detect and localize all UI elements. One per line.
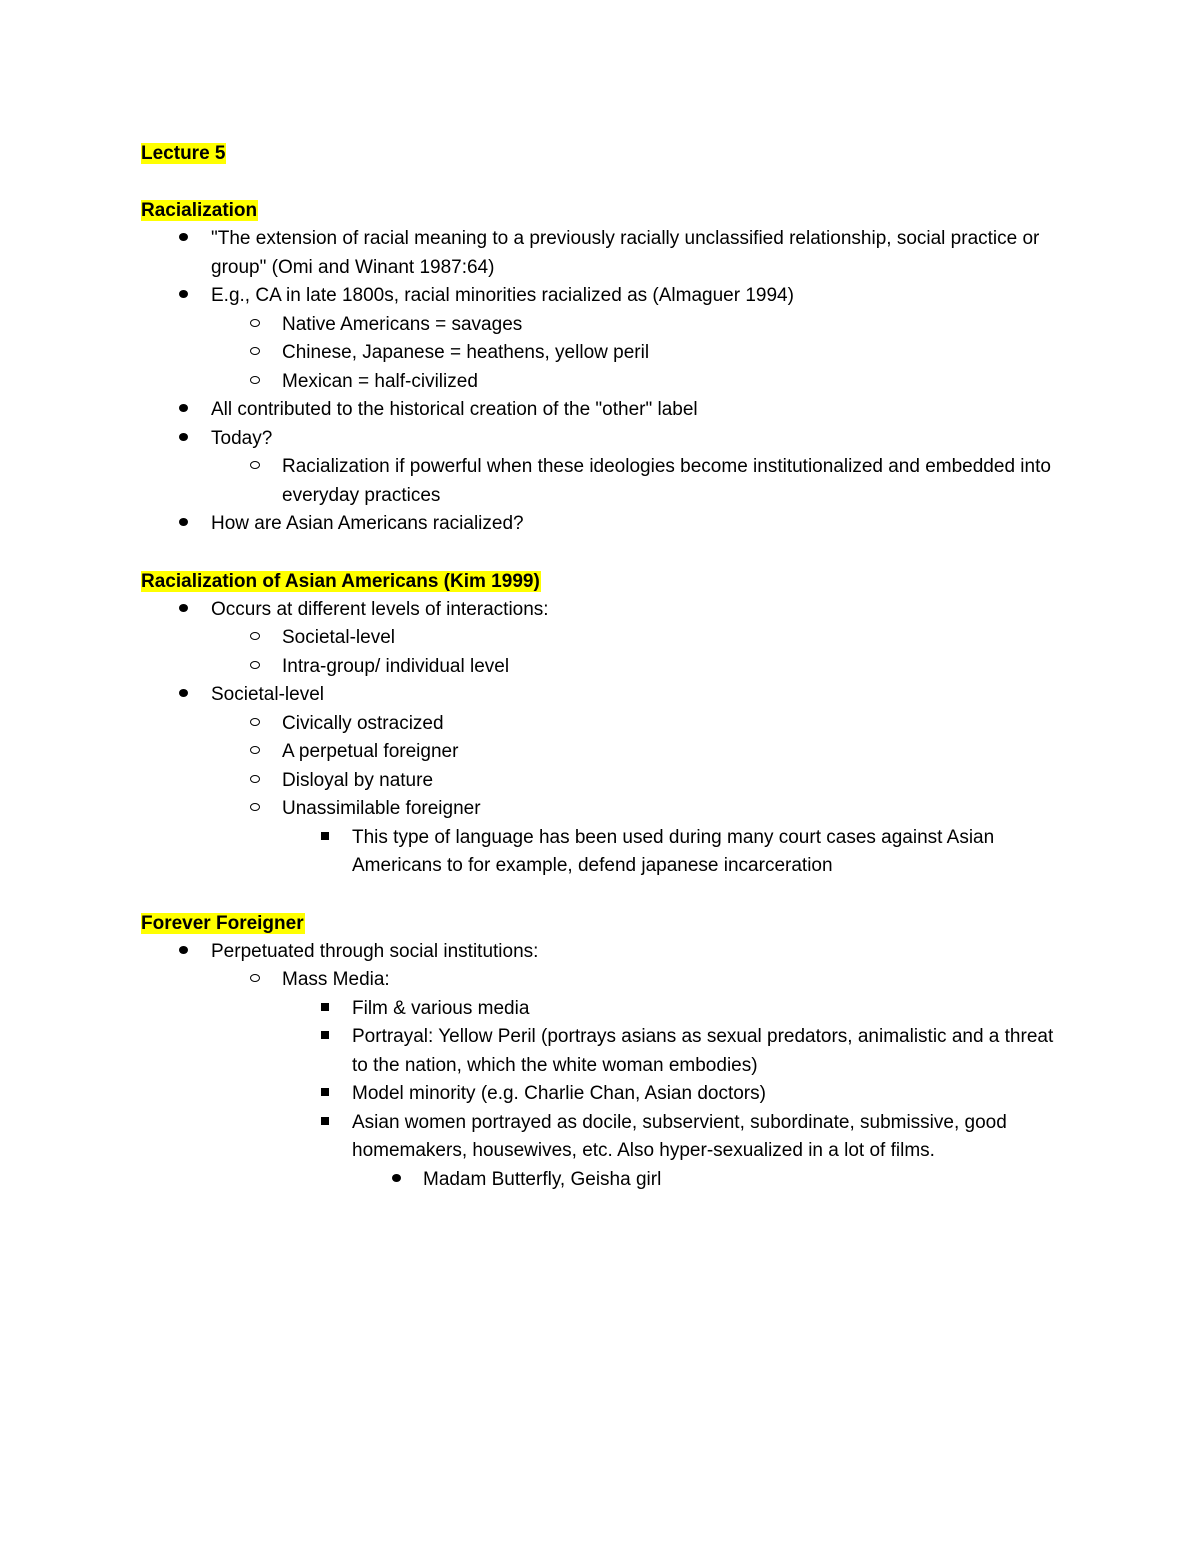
spacer: [141, 168, 1061, 197]
list-item-text: Mass Media:: [282, 969, 390, 990]
section-heading-racialization: [141, 197, 1061, 225]
list-item: [141, 1023, 1061, 1080]
bullet-circle-icon: [245, 653, 265, 682]
list-item-text: Societal-level: [282, 627, 395, 648]
list-item: [141, 738, 1061, 767]
list-item: [141, 311, 1061, 340]
list-item-text: Portrayal: Yellow Peril (portrays asians as sexual predators, animalistic and a threat to the nation, which the white woman embodies): [352, 1026, 1054, 1076]
list-item: [141, 1109, 1061, 1166]
bullet-circle-icon: [245, 624, 265, 653]
list-item-text: Occurs at different levels of interactions:: [211, 598, 549, 620]
bullet-dot-icon: [173, 425, 193, 454]
list-item: [141, 681, 1061, 710]
bullet-square-icon: [315, 1023, 335, 1052]
section-heading-forever-foreigner: [141, 910, 1061, 938]
list-item-text: Asian women portrayed as docile, subservient, subordinate, submissive, good homemakers, housewives, etc. Also hyper-sexualized in a lot of films.: [352, 1111, 1007, 1161]
list-item-text: Societal-level: [211, 684, 324, 705]
bullet-dot-icon: [173, 681, 193, 710]
list-item: [141, 795, 1061, 824]
list-item-text: Chinese, Japanese = heathens, yellow peril: [282, 342, 650, 363]
list-item-text: Film & various media: [352, 997, 530, 1019]
bullet-dot-icon: [173, 282, 193, 311]
list-item: [141, 767, 1061, 796]
list-item-text: A perpetual foreigner: [282, 741, 459, 762]
list-item-text: This type of language has been used during many court cases against Asian Americans to for example, defend japanese incarceration: [352, 826, 995, 876]
bullet-dot-icon: [173, 510, 193, 539]
bullet-circle-icon: [245, 339, 265, 368]
list-item: [141, 225, 1061, 282]
list-item: [141, 510, 1061, 539]
bullet-circle-icon: [245, 795, 265, 824]
list-item-text: Madam Butterfly, Geisha girl: [423, 1168, 662, 1190]
bullet-square-icon: [315, 995, 335, 1024]
bullet-dot-icon: [386, 1166, 406, 1195]
list-item-text: All contributed to the historical creation of the "other" label: [211, 399, 698, 420]
list-item: [141, 339, 1061, 368]
list-item: [141, 1166, 1061, 1195]
section-heading-text: Racialization: [141, 200, 258, 221]
bullet-circle-icon: [245, 453, 265, 482]
bullet-square-icon: [315, 1109, 335, 1138]
list-item: [141, 995, 1061, 1024]
document-page: [141, 140, 1061, 1194]
bullet-circle-icon: [245, 767, 265, 796]
bullet-circle-icon: [245, 368, 265, 397]
list-item: [141, 624, 1061, 653]
list-item: [141, 710, 1061, 739]
list-item-text: Intra-group/ individual level: [282, 655, 510, 677]
section-heading-text: Forever Foreigner: [141, 912, 304, 934]
lecture-title: [141, 140, 1061, 168]
list-item-text: Mexican = half-civilized: [282, 370, 478, 392]
list-item: [141, 453, 1061, 510]
list-item: [141, 368, 1061, 397]
bullet-dot-icon: [173, 396, 193, 425]
bullet-dot-icon: [173, 225, 193, 254]
list-item: [141, 282, 1061, 311]
list-item-text: How are Asian Americans racialized?: [211, 513, 524, 534]
list-item: [141, 966, 1061, 995]
list-item-text: Native Americans = savages: [282, 313, 523, 335]
list-item: [141, 425, 1061, 454]
bullet-circle-icon: [245, 738, 265, 767]
racialization-list: [141, 225, 1061, 539]
list-item-text: Racialization if powerful when these ideologies become institutionalized and embedded into everyday practices: [282, 456, 1051, 506]
forever-foreigner-list: [141, 938, 1061, 1195]
spacer: [141, 881, 1061, 910]
list-item-text: E.g., CA in late 1800s, racial minorities racialized as (Almaguer 1994): [211, 285, 794, 306]
lecture-title-text: Lecture 5: [141, 143, 226, 164]
section-heading-racialization-asian-americans: [141, 568, 1061, 596]
asian-americans-list: [141, 596, 1061, 881]
bullet-dot-icon: [173, 596, 193, 625]
bullet-circle-icon: [245, 311, 265, 340]
list-item: [141, 824, 1061, 881]
list-item: [141, 1080, 1061, 1109]
bullet-circle-icon: [245, 710, 265, 739]
bullet-circle-icon: [245, 966, 265, 995]
list-item-text: Today?: [211, 427, 273, 449]
list-item-text: Unassimilable foreigner: [282, 798, 481, 819]
list-item: [141, 653, 1061, 682]
list-item-text: Disloyal by nature: [282, 769, 434, 791]
list-item: [141, 938, 1061, 967]
spacer: [141, 539, 1061, 568]
list-item-text: Model minority (e.g. Charlie Chan, Asian doctors): [352, 1083, 766, 1104]
bullet-square-icon: [315, 1080, 335, 1109]
list-item-text: Civically ostracized: [282, 712, 444, 734]
list-item-text: "The extension of racial meaning to a previously racially unclassified relationship, social practice or group" (Omi and Winant 1987:64): [211, 228, 1040, 278]
section-heading-text: Racialization of Asian Americans (Kim 1999): [141, 570, 540, 592]
list-item-text: Perpetuated through social institutions:: [211, 940, 539, 962]
bullet-dot-icon: [173, 938, 193, 967]
list-item: [141, 396, 1061, 425]
bullet-square-icon: [315, 824, 335, 853]
list-item: [141, 596, 1061, 625]
